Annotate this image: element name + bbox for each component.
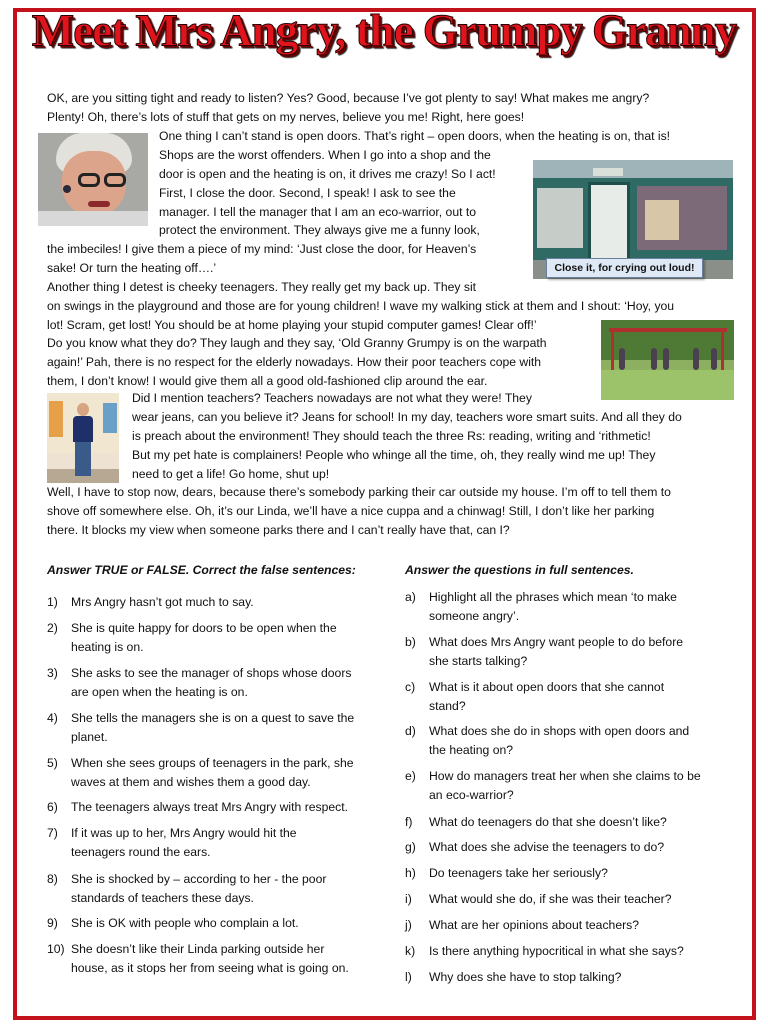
item-text: What would she do, if she was their teacher? (429, 892, 672, 906)
story-line: lot! Scram, get lost! You should be at home playing your stupid computer games! Clear off!’ (47, 317, 537, 332)
item-text: house, as it stops her from seeing what is going on. (71, 961, 349, 975)
item-text: She asks to see the manager of shops whose doors (71, 666, 352, 680)
item-text: teenagers round the ears. (71, 845, 211, 859)
story-line: One thing I can’t stand is open doors. That’s right – open doors, when the heating is on, that is! (159, 129, 671, 143)
story-line: again!’ Pah, there is no respect for the elderly nowadays. How their poor teachers cope with (47, 355, 542, 370)
item-text: planet. (71, 730, 108, 744)
item-text: stand? (429, 699, 466, 713)
item-text: the heating on? (429, 743, 514, 757)
item-text: standards of teachers these days. (71, 891, 254, 905)
worksheet-title: Meet Mrs Angry, the Grumpy Granny (31, 4, 737, 56)
item-number: 9) (47, 916, 58, 930)
item-text: What does she do in shops with open doors and (429, 724, 690, 738)
item-text: How do managers treat her when she claims to be (429, 769, 701, 783)
item-number: 10) (47, 942, 65, 956)
story-line: But my pet hate is complainers! People who whinge all the time, oh, they really wind me up! They (132, 447, 656, 462)
shop-photo-caption: Close it, for crying out loud! (546, 258, 703, 278)
item-letter: h) (405, 866, 416, 880)
story-line: OK, are you sitting tight and ready to listen? Yes? Good, because I’ve got plenty to say! What makes me angry? (47, 91, 650, 105)
item-text: She doesn’t like their Linda parking outside her (71, 942, 325, 956)
item-text: heating is on. (71, 640, 144, 654)
story-line: First, I close the door. Second, I speak! I ask to see the (159, 185, 456, 200)
story-line: need to get a life! Go home, shut up! (132, 466, 330, 481)
story-paragraph-teachers (132, 389, 682, 483)
story-paragraph-ending (47, 483, 671, 540)
item-text: Do teenagers take her seriously? (429, 866, 608, 880)
item-letter: g) (405, 840, 416, 854)
item-letter: d) (405, 724, 416, 738)
item-text: She tells the managers she is on a quest to save the (71, 711, 355, 725)
story-line: the imbeciles! I give them a piece of my mind: ‘Just close the door, for Heaven’s (47, 242, 477, 256)
item-number: 7) (47, 826, 58, 840)
item-text: She is quite happy for doors to be open when the (71, 621, 337, 635)
item-number: 4) (47, 711, 58, 725)
story-line: Did I mention teachers? Teachers nowadays are not what they were! They (132, 391, 532, 405)
granny-photo (38, 133, 148, 226)
story-line: them, I don’t know! I would give them all a good old-fashioned clip around the ear. (47, 374, 488, 389)
item-number: 6) (47, 800, 58, 814)
story-line: protect the environment. They always give me a funny look, (159, 223, 480, 238)
item-letter: k) (405, 944, 416, 958)
item-text: What do teenagers do that she doesn’t like? (429, 815, 667, 829)
item-letter: a) (405, 590, 416, 604)
item-letter: f) (405, 815, 413, 829)
story-line: there. It blocks my view when someone parks there and I can’t really have that, can I? (47, 522, 510, 537)
item-text: are open when the heating is on. (71, 685, 248, 699)
item-text: The teenagers always treat Mrs Angry with respect. (71, 800, 349, 814)
item-number: 5) (47, 756, 58, 770)
item-number: 8) (47, 872, 58, 886)
story-paragraph-intro (47, 89, 649, 127)
item-text: Is there anything hypocritical in what she says? (429, 944, 684, 958)
item-letter: b) (405, 635, 416, 649)
item-number: 2) (47, 621, 58, 635)
true-false-heading: Answer TRUE or FALSE. Correct the false sentences: (47, 563, 356, 577)
story-line: Shops are the worst offenders. When I go into a shop and the (159, 147, 491, 162)
playground-photo (601, 320, 734, 400)
story-line: Do you know what they do? They laugh and they say, ‘Old Granny Grumpy is on the warpath (47, 336, 547, 351)
story-line: sake! Or turn the heating off….’ (47, 260, 217, 275)
item-text: someone angry’. (429, 609, 520, 623)
item-text: What are her opinions about teachers? (429, 918, 640, 932)
story-line: wear jeans, can you believe it? Jeans for school! In my day, teachers wore smart suits. And all they do (132, 409, 682, 424)
item-text: an eco-warrior? (429, 788, 514, 802)
item-text: What does she advise the teenagers to do? (429, 840, 665, 854)
story-line: is preach about the environment! They should teach the three Rs: reading, writing and ‘rithmetic! (132, 428, 651, 443)
item-number: 3) (47, 666, 58, 680)
item-letter: e) (405, 769, 416, 783)
story-paragraph-teenagers (47, 240, 674, 391)
item-letter: l) (405, 970, 412, 984)
item-letter: j) (405, 918, 412, 932)
questions-heading: Answer the questions in full sentences. (405, 563, 634, 577)
item-text: Mrs Angry hasn’t got much to say. (71, 595, 254, 609)
item-text: She is shocked by – according to her - the poor (71, 872, 327, 886)
item-text: If it was up to her, Mrs Angry would hit the (71, 826, 297, 840)
item-letter: c) (405, 680, 416, 694)
item-letter: i) (405, 892, 412, 906)
item-number: 1) (47, 595, 58, 609)
item-text: She is OK with people who complain a lot. (71, 916, 299, 930)
item-text: Highlight all the phrases which mean ‘to make (429, 590, 677, 604)
story-line: door is open and the heating is on, it drives me crazy! So I act! (159, 166, 496, 181)
story-line: Plenty! Oh, there’s lots of stuff that gets on my nerves, believe you me! Right, here goes! (47, 109, 525, 124)
item-text: waves at them and wishes them a good day. (71, 775, 311, 789)
item-text: When she sees groups of teenagers in the park, she (71, 756, 354, 770)
story-line: manager. I tell the manager that I am an eco-warrior, out to (159, 204, 477, 219)
item-text: she starts talking? (429, 654, 528, 668)
story-line: shove off somewhere else. Oh, it’s our Linda, we’ll have a nice cuppa and a chinwag! Still, I don’t like her parking (47, 503, 655, 518)
item-text: What does Mrs Angry want people to do before (429, 635, 684, 649)
story-line: Well, I have to stop now, dears, because there’s somebody parking their car outside my house. I’m off to tell them to (47, 485, 671, 499)
story-line: Another thing I detest is cheeky teenagers. They really get my back up. They sit (47, 279, 477, 294)
story-line: on swings in the playground and those are for young children! I wave my walking stick at them and I shout: ‘Hoy, you (47, 298, 675, 313)
item-text: Why does she have to stop talking? (429, 970, 622, 984)
teacher-photo (47, 393, 119, 483)
item-text: What is it about open doors that she cannot (429, 680, 665, 694)
